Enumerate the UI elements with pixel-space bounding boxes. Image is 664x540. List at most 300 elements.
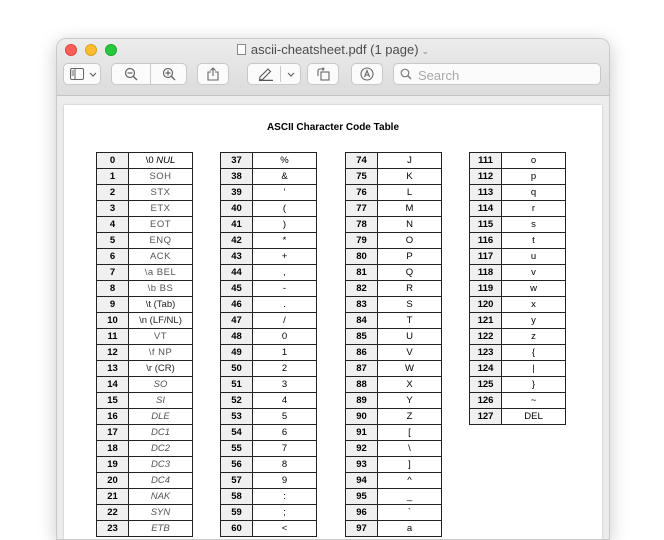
table-row — [470, 393, 566, 409]
code-cell: 58 — [221, 489, 253, 505]
table-row — [221, 169, 317, 185]
code-cell: 112 — [470, 169, 502, 185]
code-cell: 114 — [470, 201, 502, 217]
character-cell: s — [502, 217, 566, 233]
code-cell: 14 — [97, 377, 129, 393]
table-row — [221, 281, 317, 297]
table-row — [346, 345, 442, 361]
character-cell: DC2 — [129, 441, 193, 457]
character-cell: VT — [129, 329, 193, 345]
table-row — [97, 185, 193, 201]
table-row — [470, 377, 566, 393]
code-cell: 5 — [97, 233, 129, 249]
table-row — [97, 217, 193, 233]
table-row — [346, 329, 442, 345]
character-cell: { — [502, 345, 566, 361]
code-cell: 42 — [221, 233, 253, 249]
character-cell: _ — [378, 489, 442, 505]
ascii-table-column — [469, 152, 566, 425]
character-cell: a — [378, 521, 442, 537]
table-row — [221, 377, 317, 393]
character-cell: SOH — [129, 169, 193, 185]
code-cell: 20 — [97, 473, 129, 489]
pdf-page — [64, 105, 602, 540]
code-cell: 51 — [221, 377, 253, 393]
code-cell: 90 — [346, 409, 378, 425]
code-cell: 115 — [470, 217, 502, 233]
character-cell: 0 — [253, 329, 317, 345]
table-row — [97, 249, 193, 265]
code-cell: 76 — [346, 185, 378, 201]
code-cell: 2 — [97, 185, 129, 201]
code-cell: 121 — [470, 313, 502, 329]
table-row — [470, 185, 566, 201]
code-cell: 118 — [470, 265, 502, 281]
character-cell: z — [502, 329, 566, 345]
table-row — [346, 393, 442, 409]
character-cell: ACK — [129, 249, 193, 265]
character-cell: / — [253, 313, 317, 329]
character-cell: DC3 — [129, 457, 193, 473]
character-cell: ' — [253, 185, 317, 201]
code-cell: 1 — [97, 169, 129, 185]
character-cell: \r (CR) — [129, 361, 193, 377]
character-cell: [ — [378, 425, 442, 441]
table-row — [97, 505, 193, 521]
code-cell: 13 — [97, 361, 129, 377]
code-cell: 47 — [221, 313, 253, 329]
table-row — [470, 217, 566, 233]
code-cell: 126 — [470, 393, 502, 409]
control-name: NUL — [156, 154, 176, 166]
character-cell: | — [502, 361, 566, 377]
markup-pen-icon — [258, 67, 274, 81]
character-cell: T — [378, 313, 442, 329]
table-row — [346, 217, 442, 233]
table-row — [470, 281, 566, 297]
table-row — [97, 265, 193, 281]
preview-window — [56, 38, 610, 540]
character-cell: ] — [378, 457, 442, 473]
code-cell: 75 — [346, 169, 378, 185]
table-row — [346, 233, 442, 249]
character-cell: t — [502, 233, 566, 249]
character-cell: } — [502, 377, 566, 393]
code-cell: 0 — [97, 153, 129, 169]
code-cell: 55 — [221, 441, 253, 457]
table-row — [97, 361, 193, 377]
code-cell: 16 — [97, 409, 129, 425]
character-cell: DC4 — [129, 473, 193, 489]
code-cell: 79 — [346, 233, 378, 249]
character-cell: 6 — [253, 425, 317, 441]
chevron-down-icon — [89, 72, 97, 77]
table-row — [221, 409, 317, 425]
character-cell: + — [253, 249, 317, 265]
character-cell: S — [378, 297, 442, 313]
code-cell: 84 — [346, 313, 378, 329]
table-row — [221, 473, 317, 489]
table-row — [346, 425, 442, 441]
code-cell: 54 — [221, 425, 253, 441]
character-cell: q — [502, 185, 566, 201]
character-cell: u — [502, 249, 566, 265]
zoom-in-icon — [162, 67, 176, 81]
table-row — [221, 361, 317, 377]
markup-button[interactable] — [247, 63, 301, 85]
table-row — [346, 521, 442, 537]
character-cell: & — [253, 169, 317, 185]
code-cell: 10 — [97, 313, 129, 329]
window-title-text: ascii-cheatsheet.pdf (1 page) — [250, 42, 419, 57]
table-row — [97, 457, 193, 473]
divider — [280, 66, 281, 82]
code-cell: 123 — [470, 345, 502, 361]
character-cell: y — [502, 313, 566, 329]
code-cell: 92 — [346, 441, 378, 457]
table-row — [470, 297, 566, 313]
table-row — [346, 457, 442, 473]
code-cell: 94 — [346, 473, 378, 489]
character-cell: 9 — [253, 473, 317, 489]
table-row — [97, 393, 193, 409]
character-cell: \t (Tab) — [129, 297, 193, 313]
character-cell: < — [253, 521, 317, 537]
character-cell: , — [253, 265, 317, 281]
table-row — [346, 489, 442, 505]
code-cell: 85 — [346, 329, 378, 345]
titlebar — [57, 39, 609, 96]
character-cell: X — [378, 377, 442, 393]
code-cell: 116 — [470, 233, 502, 249]
table-row — [346, 409, 442, 425]
table-row — [97, 233, 193, 249]
code-cell: 117 — [470, 249, 502, 265]
code-cell: 9 — [97, 297, 129, 313]
table-row — [97, 345, 193, 361]
table-row — [346, 153, 442, 169]
code-cell: 83 — [346, 297, 378, 313]
table-row — [470, 313, 566, 329]
table-row — [346, 249, 442, 265]
character-cell: v — [502, 265, 566, 281]
code-cell: 50 — [221, 361, 253, 377]
code-cell: 41 — [221, 217, 253, 233]
character-cell: w — [502, 281, 566, 297]
code-cell: 89 — [346, 393, 378, 409]
character-cell: ; — [253, 505, 317, 521]
table-row — [97, 153, 193, 169]
character-cell: - — [253, 281, 317, 297]
code-cell: 44 — [221, 265, 253, 281]
character-cell: \ — [378, 441, 442, 457]
character-cell: Y — [378, 393, 442, 409]
code-cell: 18 — [97, 441, 129, 457]
code-cell: 97 — [346, 521, 378, 537]
character-cell — [129, 153, 193, 169]
character-cell: 8 — [253, 457, 317, 473]
table-row — [346, 505, 442, 521]
table-row — [470, 361, 566, 377]
ascii-table-column — [220, 152, 317, 537]
table-row — [346, 201, 442, 217]
table-row — [221, 201, 317, 217]
table-row — [221, 217, 317, 233]
code-cell: 19 — [97, 457, 129, 473]
code-cell: 53 — [221, 409, 253, 425]
code-cell: 124 — [470, 361, 502, 377]
table-row — [97, 409, 193, 425]
code-cell: 48 — [221, 329, 253, 345]
code-cell: 39 — [221, 185, 253, 201]
code-cell: 77 — [346, 201, 378, 217]
table-row — [221, 489, 317, 505]
table-row — [346, 441, 442, 457]
table-row — [221, 313, 317, 329]
character-cell: 1 — [253, 345, 317, 361]
table-row — [470, 249, 566, 265]
code-cell: 15 — [97, 393, 129, 409]
code-cell: 37 — [221, 153, 253, 169]
table-row — [346, 473, 442, 489]
character-cell: M — [378, 201, 442, 217]
search-icon — [400, 68, 412, 80]
character-cell: : — [253, 489, 317, 505]
table-row — [346, 361, 442, 377]
table-row — [97, 169, 193, 185]
character-cell: \b BS — [129, 281, 193, 297]
table-row — [221, 457, 317, 473]
character-cell: L — [378, 185, 442, 201]
code-cell: 96 — [346, 505, 378, 521]
zoom-out-icon — [124, 67, 138, 81]
code-cell: 91 — [346, 425, 378, 441]
code-cell: 80 — [346, 249, 378, 265]
code-cell: 74 — [346, 153, 378, 169]
table-row — [221, 185, 317, 201]
table-row — [221, 345, 317, 361]
annotate-icon — [360, 67, 374, 81]
character-cell: P — [378, 249, 442, 265]
code-cell: 81 — [346, 265, 378, 281]
character-cell: Z — [378, 409, 442, 425]
character-cell: ~ — [502, 393, 566, 409]
code-cell: 78 — [346, 217, 378, 233]
character-cell: x — [502, 297, 566, 313]
character-cell: . — [253, 297, 317, 313]
table-row — [221, 393, 317, 409]
table-row — [470, 153, 566, 169]
character-cell: U — [378, 329, 442, 345]
table-row — [470, 233, 566, 249]
character-cell: SI — [129, 393, 193, 409]
code-cell: 8 — [97, 281, 129, 297]
table-row — [97, 313, 193, 329]
table-row — [221, 153, 317, 169]
character-cell: DLE — [129, 409, 193, 425]
character-cell: N — [378, 217, 442, 233]
code-cell: 46 — [221, 297, 253, 313]
code-cell: 120 — [470, 297, 502, 313]
zoom-in-button[interactable] — [150, 63, 187, 85]
table-row — [97, 473, 193, 489]
character-cell: ) — [253, 217, 317, 233]
table-row — [97, 425, 193, 441]
annotate-button[interactable] — [351, 63, 383, 85]
table-row — [470, 345, 566, 361]
character-cell: \f NP — [129, 345, 193, 361]
character-cell: p — [502, 169, 566, 185]
character-cell: O — [378, 233, 442, 249]
code-cell: 22 — [97, 505, 129, 521]
code-cell: 57 — [221, 473, 253, 489]
ascii-table-column — [345, 152, 442, 537]
code-cell: 56 — [221, 457, 253, 473]
share-button[interactable] — [197, 63, 229, 85]
table-row — [346, 313, 442, 329]
character-cell: 7 — [253, 441, 317, 457]
ascii-table-column — [96, 152, 193, 537]
character-cell: r — [502, 201, 566, 217]
sidebar-icon — [70, 68, 84, 80]
table-row — [97, 281, 193, 297]
code-cell: 6 — [97, 249, 129, 265]
code-cell: 40 — [221, 201, 253, 217]
search-input[interactable] — [416, 65, 600, 85]
character-cell: ENQ — [129, 233, 193, 249]
sidebar-view-button[interactable] — [63, 63, 101, 85]
character-cell: * — [253, 233, 317, 249]
escape-sequence: \0 — [145, 154, 157, 166]
character-cell: 5 — [253, 409, 317, 425]
character-cell: 2 — [253, 361, 317, 377]
character-cell: V — [378, 345, 442, 361]
table-row — [346, 265, 442, 281]
character-cell: o — [502, 153, 566, 169]
table-row — [221, 297, 317, 313]
table-row — [470, 169, 566, 185]
code-cell: 4 — [97, 217, 129, 233]
character-cell: NAK — [129, 489, 193, 505]
table-row — [346, 281, 442, 297]
code-cell: 88 — [346, 377, 378, 393]
chevron-down-icon: ⌄ — [421, 46, 430, 56]
character-cell: STX — [129, 185, 193, 201]
table-row — [221, 425, 317, 441]
pdf-document-icon — [237, 44, 246, 55]
code-cell: 21 — [97, 489, 129, 505]
table-row — [470, 201, 566, 217]
character-cell: W — [378, 361, 442, 377]
table-row — [221, 441, 317, 457]
code-cell: 11 — [97, 329, 129, 345]
table-row — [97, 329, 193, 345]
table-row — [346, 185, 442, 201]
code-cell: 52 — [221, 393, 253, 409]
window-title[interactable] — [57, 42, 609, 57]
table-row — [221, 249, 317, 265]
table-row — [470, 265, 566, 281]
code-cell: 113 — [470, 185, 502, 201]
code-cell: 60 — [221, 521, 253, 537]
table-row — [221, 521, 317, 537]
code-cell: 38 — [221, 169, 253, 185]
table-row — [470, 329, 566, 345]
code-cell: 23 — [97, 521, 129, 537]
character-cell: % — [253, 153, 317, 169]
share-icon — [207, 67, 219, 81]
table-row — [346, 297, 442, 313]
character-cell: R — [378, 281, 442, 297]
character-cell: DC1 — [129, 425, 193, 441]
table-row — [470, 409, 566, 425]
search-field[interactable] — [393, 63, 601, 85]
code-cell: 111 — [470, 153, 502, 169]
character-cell: ^ — [378, 473, 442, 489]
document-view[interactable] — [57, 96, 609, 539]
character-cell: ( — [253, 201, 317, 217]
chevron-down-icon — [287, 72, 295, 77]
code-cell: 82 — [346, 281, 378, 297]
code-cell: 17 — [97, 425, 129, 441]
character-cell: \n (LF/NL) — [129, 313, 193, 329]
code-cell: 93 — [346, 457, 378, 473]
code-cell: 125 — [470, 377, 502, 393]
table-row — [97, 377, 193, 393]
zoom-out-button[interactable] — [111, 63, 151, 85]
code-cell: 122 — [470, 329, 502, 345]
character-cell: 3 — [253, 377, 317, 393]
character-cell: \a BEL — [129, 265, 193, 281]
table-row — [97, 441, 193, 457]
code-cell: 45 — [221, 281, 253, 297]
table-row — [346, 377, 442, 393]
character-cell: K — [378, 169, 442, 185]
rotate-button[interactable] — [307, 63, 339, 85]
rotate-icon — [316, 67, 330, 81]
table-row — [97, 297, 193, 313]
character-cell: SYN — [129, 505, 193, 521]
table-row — [221, 233, 317, 249]
code-cell: 43 — [221, 249, 253, 265]
code-cell: 95 — [346, 489, 378, 505]
character-cell: ` — [378, 505, 442, 521]
table-row — [97, 489, 193, 505]
character-cell: EOT — [129, 217, 193, 233]
code-cell: 127 — [470, 409, 502, 425]
table-row — [221, 505, 317, 521]
code-cell: 59 — [221, 505, 253, 521]
code-cell: 119 — [470, 281, 502, 297]
character-cell: J — [378, 153, 442, 169]
character-cell: ETB — [129, 521, 193, 537]
table-row — [97, 521, 193, 537]
document-title: ASCII Character Code Table — [266, 122, 400, 133]
table-row — [97, 201, 193, 217]
code-cell: 86 — [346, 345, 378, 361]
character-cell: ETX — [129, 201, 193, 217]
code-cell: 7 — [97, 265, 129, 281]
code-cell: 12 — [97, 345, 129, 361]
code-cell: 49 — [221, 345, 253, 361]
character-cell: 4 — [253, 393, 317, 409]
table-row — [221, 329, 317, 345]
table-row — [221, 265, 317, 281]
code-cell: 87 — [346, 361, 378, 377]
code-cell: 3 — [97, 201, 129, 217]
character-cell: Q — [378, 265, 442, 281]
table-row — [346, 169, 442, 185]
